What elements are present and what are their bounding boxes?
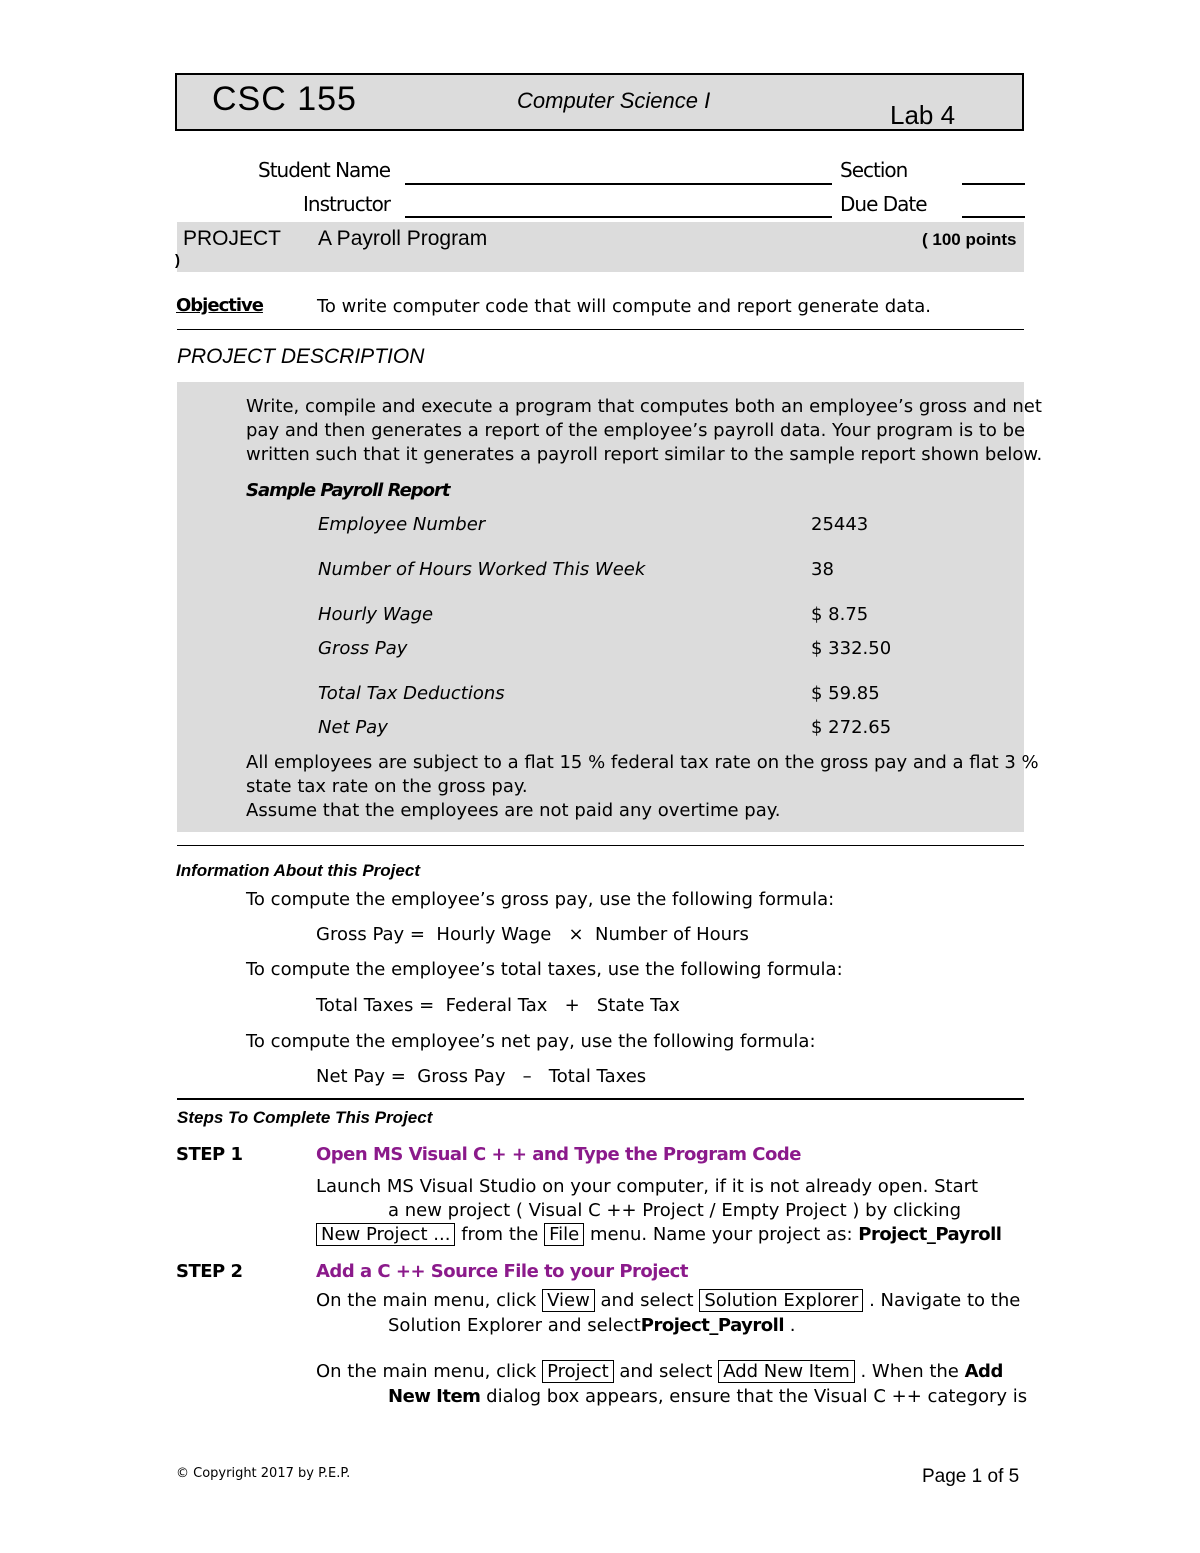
step2-navigate: . Navigate to the [869,1290,1021,1311]
step1-line1: Launch MS Visual Studio on your computer, if it is not already open. Start [316,1176,979,1197]
report-label: Employee Number [318,514,486,535]
objective-text: To write computer code that will compute and report generate data. [317,296,931,317]
report-label: Gross Pay [318,638,408,659]
divider [177,1098,1024,1100]
report-label: Net Pay [318,717,388,738]
report-value: 38 [811,559,834,580]
step1-line3 [316,1224,1001,1245]
intro-line-2: pay and then generates a report of the employee’s payroll data. Your program is to be [246,420,1026,441]
note-line-2: state tax rate on the gross pay. [246,776,528,797]
step2-line3 [316,1361,1003,1382]
course-code: CSC 155 [212,80,357,118]
step1-from-the: from the [461,1224,539,1245]
report-value: $ 8.75 [811,604,869,625]
info-heading: Information About this Project [176,861,420,880]
report-value: $ 332.50 [811,638,892,659]
lab-number: Lab 4 [890,100,956,130]
step2-and-select-2: and select [619,1361,713,1382]
step2-line1 [316,1290,1020,1311]
report-label: Total Tax Deductions [318,683,505,704]
step1-project-name: Project_Payroll [858,1224,1002,1245]
note-line-1: All employees are subject to a flat 15 % federal tax rate on the gross pay and a flat 3 % [246,752,1039,773]
student-name-line [405,183,832,185]
intro-line-1: Write, compile and execute a program that computes both an employee’s gross and net [246,396,1042,417]
step2-new-item-bold: New Item [388,1386,481,1407]
net-formula: Net Pay = Gross Pay – Total Taxes [316,1066,647,1087]
step1-title: Open MS Visual C + + and Type the Program Code [316,1144,801,1165]
step2-on-main-menu: On the main menu, click [316,1290,537,1311]
view-menu: View [542,1289,595,1312]
instructor-label: Instructor [303,192,391,216]
divider [177,845,1024,846]
report-value: $ 272.65 [811,717,892,738]
instructor-line [405,216,832,218]
objective-label: Objective [176,295,263,316]
solution-explorer-menu-item: Solution Explorer [699,1289,863,1312]
project-menu: Project [542,1360,614,1383]
steps-heading: Steps To Complete This Project [177,1108,433,1127]
step2-dialog-rest: dialog box appears, ensure that the Visual C ++ category is [486,1386,1028,1407]
project-title: A Payroll Program [318,227,488,250]
page-number: Page 1 of 5 [922,1466,1020,1487]
report-value: $ 59.85 [811,683,880,704]
step1-line2: a new project ( Visual C ++ Project / Empty Project ) by clicking [388,1200,962,1221]
project-bar [177,222,1024,272]
step1-label: STEP 1 [176,1144,243,1165]
net-intro: To compute the employee’s net pay, use the following formula: [246,1031,816,1052]
new-project-menu-item: New Project ... [316,1223,455,1246]
step2-label: STEP 2 [176,1261,243,1282]
description-heading: PROJECT DESCRIPTION [177,345,425,368]
project-label: PROJECT [183,227,282,250]
step1-menu-name: menu. Name your project as: [589,1224,853,1245]
step2-and-select: and select [600,1290,694,1311]
project-points-close: ) [175,252,180,269]
step2-line2-prefix: Solution Explorer and select [388,1315,641,1336]
report-label: Hourly Wage [318,604,434,625]
section-line [962,183,1025,185]
step2-add-bold: Add [964,1361,1003,1382]
due-date-line [962,216,1025,218]
report-value: 25443 [811,514,869,535]
step2-line4 [388,1386,1027,1407]
sample-report-title: Sample Payroll Report [246,480,450,501]
gross-intro: To compute the employee’s gross pay, use the following formula: [246,889,835,910]
report-label: Number of Hours Worked This Week [318,559,646,580]
copyright: © Copyright 2017 by P.E.P. [176,1466,351,1481]
step2-period: . [789,1315,796,1336]
step2-line2 [388,1315,795,1336]
gross-formula: Gross Pay = Hourly Wage × Number of Hours [316,924,749,945]
file-menu: File [544,1223,584,1246]
tax-formula: Total Taxes = Federal Tax + State Tax [316,995,680,1016]
step2-project-name: Project_Payroll [640,1315,785,1336]
step2-when-the: . When the [860,1361,959,1382]
intro-line-3: written such that it generates a payroll report similar to the sample report shown below. [246,444,1043,465]
note-line-3: Assume that the employees are not paid any overtime pay. [246,800,781,821]
divider [177,329,1024,330]
student-name-label: Student Name [258,158,391,182]
step2-title: Add a C ++ Source File to your Project [316,1261,688,1282]
project-points: ( 100 points [922,230,1017,249]
step2-on-main-menu-2: On the main menu, click [316,1361,537,1382]
section-label: Section [840,158,908,182]
tax-intro: To compute the employee’s total taxes, use the following formula: [246,959,843,980]
add-new-item-menu-item: Add New Item [718,1360,855,1383]
due-date-label: Due Date [840,192,927,216]
course-title: Computer Science I [517,88,711,113]
